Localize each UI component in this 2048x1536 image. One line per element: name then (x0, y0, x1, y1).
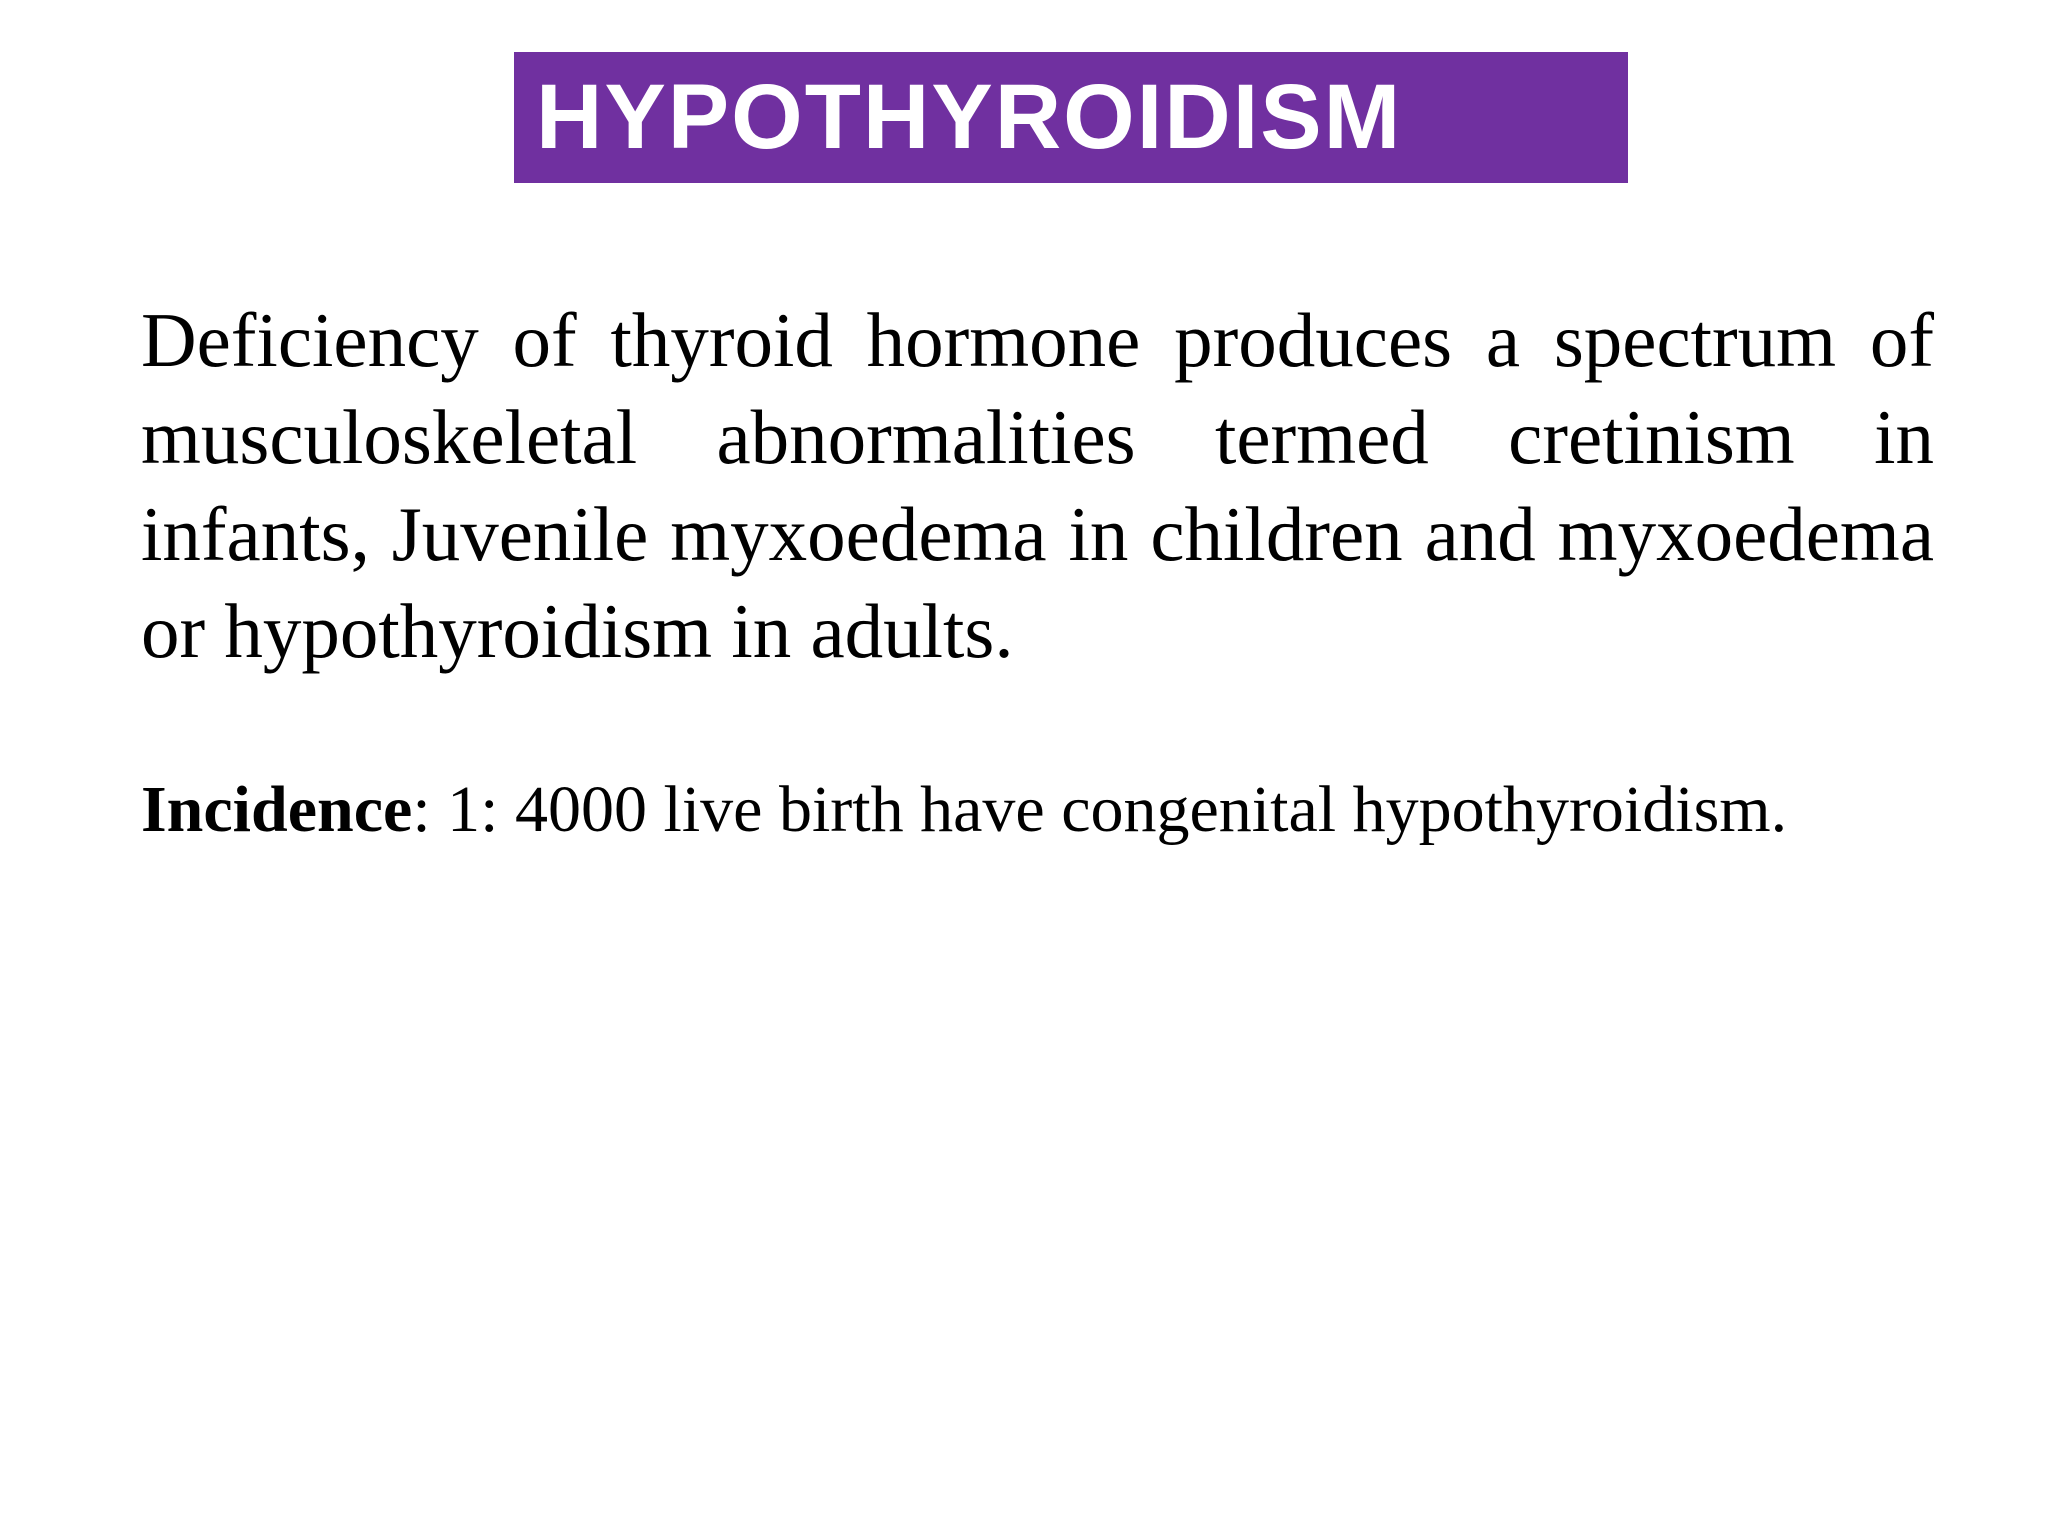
slide-title: HYPOTHYROIDISM (536, 66, 1403, 168)
incidence-line (141, 770, 1991, 850)
title-banner (514, 52, 1628, 183)
incidence-text: : 1: 4000 live birth have congenital hypothyroidism. (412, 773, 1788, 846)
definition-paragraph: Deficiency of thyroid hormone produces a spectrum of musculoskeletal abnormalities termed cretinism in infants, Juvenile myxoedema in children and myxoedema or hypothyroidism in adults. (141, 297, 1934, 674)
incidence-label: Incidence (141, 773, 413, 846)
